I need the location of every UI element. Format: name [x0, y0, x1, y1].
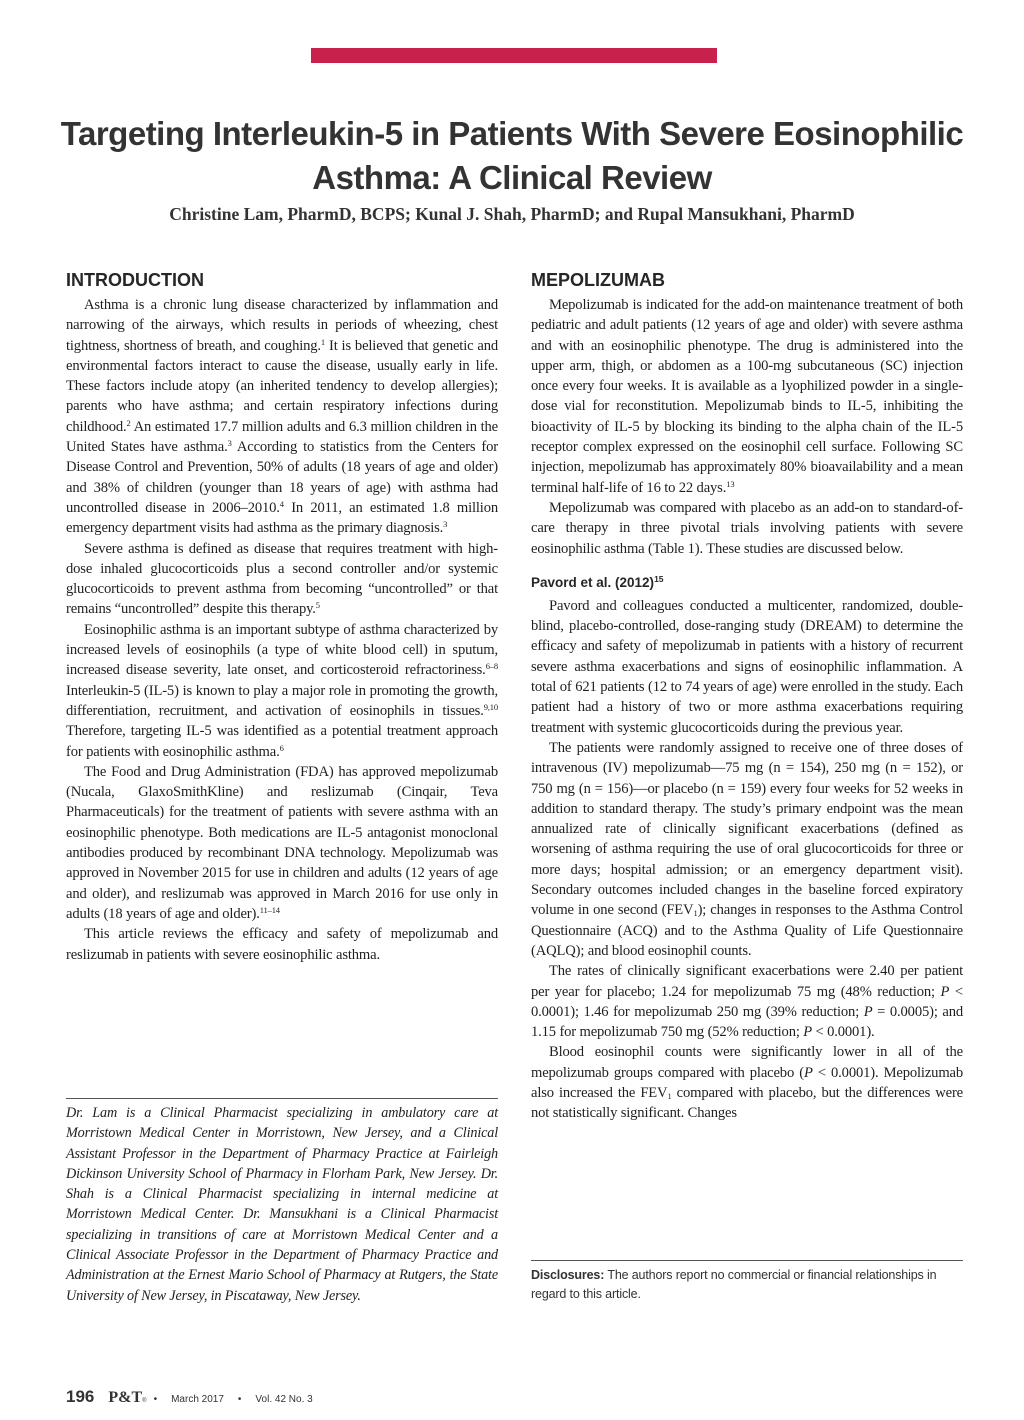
mepolizumab-paragraph-3: Pavord and colleagues conducted a multicenter, randomized, double-blind, placebo-controlled, dose-ranging study (DREAM) to determine the efficacy and safety of mepolizumab in patients with a history of recurrent severe asthma exacerbations and signs of eosinophilic inflammation. A total of 621 patients (12 to 74 years of age) were enrolled in the study. Each patient had a history of two or more asthma exacerbations requiring treatment with systemic glucocorticoids during the previous year. [531, 597, 963, 736]
left-column [66, 268, 498, 965]
section-heading-mepolizumab: MEPOLIZUMAB [531, 270, 665, 290]
article-title: Targeting Interleukin-5 in Patients With Severe Eosinophilic Asthma: A Clinical Review [60, 115, 964, 196]
mepolizumab-paragraph-4: The patients were randomly assigned to receive one of three doses of intravenous (IV) mepolizumab—75 mg (n = 154), 250 mg (n = 152), or 750 mg (n = 156)—or placebo (n = 159) every four weeks for 52 weeks in addition to standard therapy. The study’s primary endpoint was the mean annualized rate of clinically significant exacerbations (defined as worsening of asthma requiring the use of oral glucocorticoids for three or more days; hospital admission; or an emergency department visit). Secondary outcomes included changes in the baseline forced expiratory volume in one second $(FEV_1)$; changes in responses to the Asthma Control Questionnaire (ACQ) and to the Asthma Quality of Life Questionnaire (AQLQ); and blood eosinophil counts. [531, 739, 964, 959]
citation: 11–14 [259, 904, 280, 915]
intro-paragraph-4: The Food and Drug Administration (FDA) has approved mepolizumab (Nucala, GlaxoSmithKline) and reslizumab (Cinqair, Teva Pharmaceuticals) for the treatment of patients with severe asthma with an eosinophilic phenotype. Both medications are IL-5 antagonist monoclonal antibodies produced by recombinant DNA technology. Mepolizumab was approved in November 2015 for use in children and adults (12 years of age and older), and reslizumab was approved in March 2016 for use only in adults (18 years of age and older).$^{11-14}$ [66, 763, 498, 922]
disclosures-divider [531, 1260, 963, 1261]
citation: 9,10 [483, 701, 498, 712]
page-footer: 196 P&T® • March 2017 • Vol. 42 No. 3 [66, 1387, 313, 1406]
author-bio: Dr. Lam is a Clinical Pharmacist specializing in ambulatory care at Morristown Medical Center in Morristown, New Jersey, and a Clinical Assistant Professor in the Department of Pharmacy Practice at Fairleigh Dickinson University School of Pharmacy in Florham Park, New Jersey. Dr. Shah is a Clinical Pharmacist specializing in internal medicine at Morristown Medical Center. Dr. Mansukhani is a Clinical Pharmacist specializing in transitions of care at Morristown Medical Center and a Clinical Associate Professor in the Department of Pharmacy Practice and Administration at the Ernest Mario School of Pharmacy at Rutgers, the State University of New Jersey, in Piscataway, New Jersey. [66, 1105, 498, 1304]
section-heading-introduction: INTRODUCTION [66, 270, 204, 290]
citation: 3 [227, 438, 232, 449]
mepolizumab-paragraph-2: Mepolizumab was compared with placebo as an add-on to standard-of-care therapy in three pivotal trials involving patients with severe eosinophilic asthma (Table 1). These studies are discussed below. [531, 499, 963, 557]
citation: 3 [443, 519, 448, 530]
subheading-pavord: Pavord et al. $(2012)^{15}$ [531, 573, 664, 590]
citation: 5 [315, 600, 320, 611]
intro-paragraph-3: Eosinophilic asthma is an important subtype of asthma characterized by increased levels of eosinophils (a type of white blood cell) in sputum, increased disease severity, late onset, and corticosteroid refractoriness.$^{6-8}$ Interleukin-5 (IL-5) is known to play a major role in promoting the growth, differentiation, recruitment, and activation of eosinophils in tissues.$^{9,10}$ Therefore, targeting IL-5 was identified as a potential treatment approach for patients with eosinophilic asthma.$^6$ [66, 621, 498, 760]
mepolizumab-paragraph-5: The rates of clinically significant exacerbations were 2.40 per patient per year for placebo; 1.24 for mepolizumab 75 mg (48% reduction; P < 0.0001); 1.46 for mepolizumab 250 mg (39% reduction; P = 0.0005); and 1.15 for mepolizumab 750 mg (52% reduction; P < 0.0001). [531, 963, 963, 1041]
citation: 13 [726, 478, 735, 489]
issue-volume: Vol. 42 No. 3 [255, 1394, 313, 1405]
citation: 6–8 [485, 661, 498, 672]
citation: 15 [654, 573, 664, 584]
citation: 1 [320, 336, 326, 347]
mepolizumab-paragraph-1: Mepolizumab is indicated for the add-on maintenance treatment of both pediatric and adult patients (12 years of age and older) with severe asthma and with an eosinophilic phenotype. The drug is administered into the upper arm, thigh, or abdomen as a 100-mg subcutaneous (SC) injection once every four weeks. It is available as a lyophilized powder in a single-dose vial for reconstitution. Mepolizumab binds to IL-5, inhibiting the bioactivity of IL-5 by blocking its binding to the alpha chain of the IL-5 receptor complex expressed on the eosinophil cell surface. Following SC injection, mepolizumab has approximately 80% bioavailability and a mean terminal half-life of 16 to 22 days.$^{13}$ [531, 297, 963, 496]
citation: 4 [279, 498, 284, 509]
journal-name: P&T [108, 1389, 143, 1406]
citation: 6 [279, 742, 284, 753]
bio-divider [66, 1098, 498, 1099]
disclosures: Disclosures: The authors report no commercial or financial relationships in regard to this article. [531, 1268, 937, 1301]
citation: 2 [126, 417, 131, 428]
intro-paragraph-2: Severe asthma is defined as disease that requires treatment with high-dose inhaled glucocorticoids plus a second controller and/or systemic glucocorticoids to prevent asthma from becoming “uncontrolled” or that remains “uncontrolled” despite this therapy.$^5$ [66, 540, 498, 618]
intro-paragraph-5: This article reviews the efficacy and safety of mepolizumab and reslizumab in patients with severe eosinophilic asthma. [66, 926, 498, 963]
accent-bar [311, 48, 717, 63]
intro-paragraph-1: Asthma is a chronic lung disease characterized by inflammation and narrowing of the airways, which results in periods of wheezing, chest tightness, shortness of breath, and coughing.$^1$ It is believed that genetic and environmental factors interact to cause the disease, usually early in life. These factors include atopy (an inherited tendency to develop allergies); parents who have asthma; and certain respiratory infections during childhood.$^2$ An estimated 17.7 million adults and 6.3 million children in the United States have asthma.$^3$ According to statistics from the Centers for Disease Control and Prevention, 50% of adults (18 years of age and older) and 38% of children (younger than 18 years of age) with asthma had uncontrolled disease in 2006–2010.$^4$ In 2011, an estimated 1.8 million emergency department visits had asthma as the primary diagnosis.$^3$ [66, 297, 499, 537]
author-line: Christine Lam, PharmD, BCPS; Kunal J. Shah, PharmD; and Rupal Mansukhani, PharmD [169, 204, 855, 224]
issue-date: March 2017 [171, 1394, 224, 1405]
page-number: 196 [66, 1387, 95, 1406]
mepolizumab-paragraph-6: Blood eosinophil counts were significantly lower in all of the mepolizumab groups compared with placebo (P < 0.0001). Mepolizumab also increased the $FEV_1$ compared with placebo, but the differences were not statistically significant. Changes [531, 1044, 963, 1122]
right-column [531, 268, 963, 1124]
